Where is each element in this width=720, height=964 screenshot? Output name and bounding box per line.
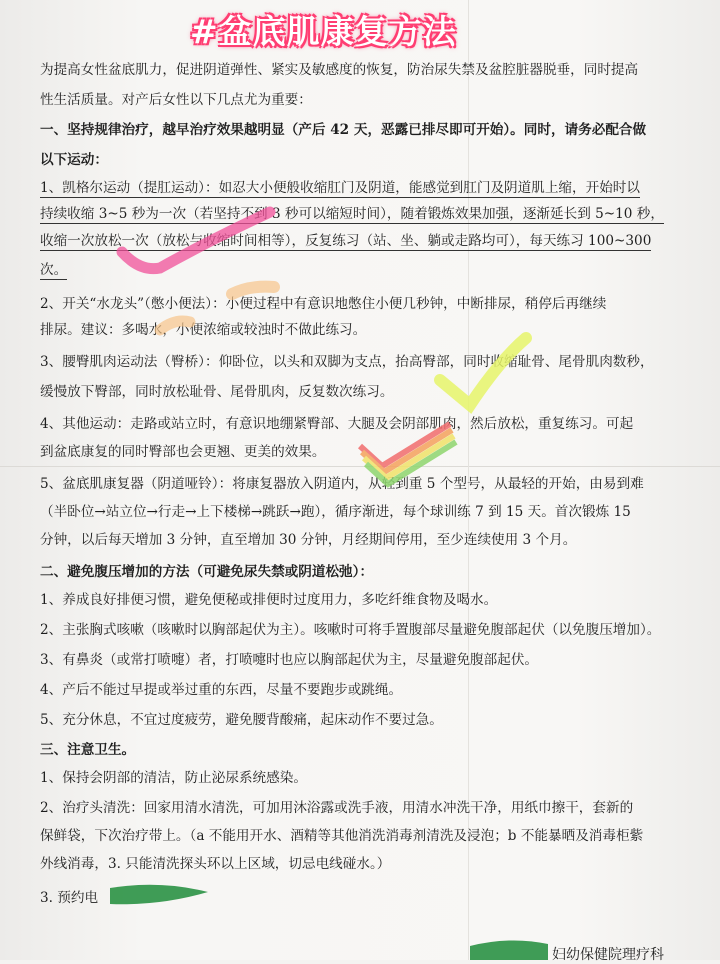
list-item-line: （半卧位→站立位→行走→上下楼梯→跳跃→跑），循序渐进，每个球训练 7 到 15 天。首次锻炼 15 (40, 504, 631, 520)
section-heading: 以下运动： (40, 152, 108, 168)
list-item-line: 外线消毒，3. 只能清洗探头环以上区域，切忌电线碰水。） (40, 856, 391, 872)
section-heading: 三、注意卫生。 (40, 742, 136, 758)
list-item-line: 5、盆底肌康复器（阴道哑铃）：将康复器放入阴道内，从轻到重 5 个型号，从最轻的开始，由易到难 (40, 476, 644, 492)
page-title: #盆底肌康复方法 (190, 12, 457, 51)
list-item-line: 3、腰臀肌肉运动法（臀桥）：仰卧位，以头和双脚为支点，抬高臀部，同时收缩耻骨、尾骨肌肉数秒， (40, 354, 654, 370)
list-item-line: 1、凯格尔运动（提肛运动）：如忍大小便般收缩肛门及阴道，能感觉到肛门及阴道肌上缩，开始时以 (40, 180, 640, 196)
list-item-line: 到盆底康复的同时臀部也会更翘、更美的效果。 (40, 444, 326, 460)
list-item-line: 保鲜袋，下次治疗带上。（a 不能用开水、酒精等其他消洗消毒剂清洗及浸泡；b 不能暴晒及消毒柜紫 (40, 828, 644, 844)
list-item-line: 持续收缩 3~5 秒为一次（若坚持不到 3 秒可以缩短时间），随着锻炼效果加强，逐渐延长到 5~10 秒， (40, 206, 664, 222)
list-item-line: 2、治疗头清洗：回家用清水清洗，可加用沐浴露或洗手液，用清水冲洗干净，用纸巾擦干，套新的 (40, 800, 634, 816)
list-item-line: 收缩一次放松一次（放松与收缩时间相等），反复练习（站、坐、躺或走路均可），每天练习 100~300 (40, 233, 652, 249)
list-item: 3、有鼻炎（或常打喷嚏）者，打喷嚏时也应以胸部起伏为主，尽量避免腹部起伏。 (40, 652, 539, 668)
list-item-line: 次。 (40, 262, 68, 278)
section-heading: 二、避免腹压增加的方法（可避免尿失禁或阴道松弛）： (40, 564, 374, 580)
intro-line: 为提高女性盆底肌力，促进阴道弹性、紧实及敏感度的恢复，防治尿失禁及盆腔脏器脱垂，同时提高 (40, 62, 639, 78)
footer-organization: 妇幼保健院理疗科 (552, 947, 664, 963)
list-item: 5、充分休息，不宜过度疲劳，避免腰背酸痛，起床动作不要过急。 (40, 712, 443, 728)
list-item-line: 缓慢放下臀部，同时放松耻骨、尾骨肌肉，反复数次练习。 (40, 384, 394, 400)
list-item-line: 2、开关“水龙头”（憋小便法）：小便过程中有意识地憋住小便几秒钟，中断排尿，稍停后再继续 (40, 296, 607, 312)
intro-line: 性生活质量。对产后女性以下几点尤为重要： (40, 92, 312, 108)
list-item: 4、产后不能过早提或举过重的东西，尽量不要跑步或跳绳。 (40, 682, 403, 698)
paper-fold (0, 466, 720, 467)
list-item-line: 4、其他运动：走路或站立时，有意识地绷紧臀部、大腿及会阴部肌肉，然后放松，重复练习。可起 (40, 416, 634, 432)
list-item: 1、保持会阴部的清洁，防止泌尿系统感染。 (40, 770, 307, 786)
list-item: 1、养成良好排便习惯，避免便秘或排便时过度用力，多吃纤维食物及喝水。 (40, 592, 498, 608)
list-item: 2、主张胸式咳嗽（咳嗽时以胸部起伏为主）。咳嗽时可将手置腹部尽量避免腹部起伏（以免腹压增加）。 (40, 622, 661, 638)
list-item-line: 排尿。建议：多喝水，小便浓缩或较浊时不做此练习。 (40, 322, 367, 338)
section-heading: 一、坚持规律治疗，越早治疗效果越明显（产后 42 天，恶露已排尽即可开始）。同时，请务必配合做 (40, 122, 647, 138)
list-item: 3. 预约电 (40, 890, 99, 906)
list-item-line: 分钟，以后每天增加 3 分钟，直至增加 30 分钟，月经期间停用，至少连续使用 3 个月。 (40, 532, 577, 548)
